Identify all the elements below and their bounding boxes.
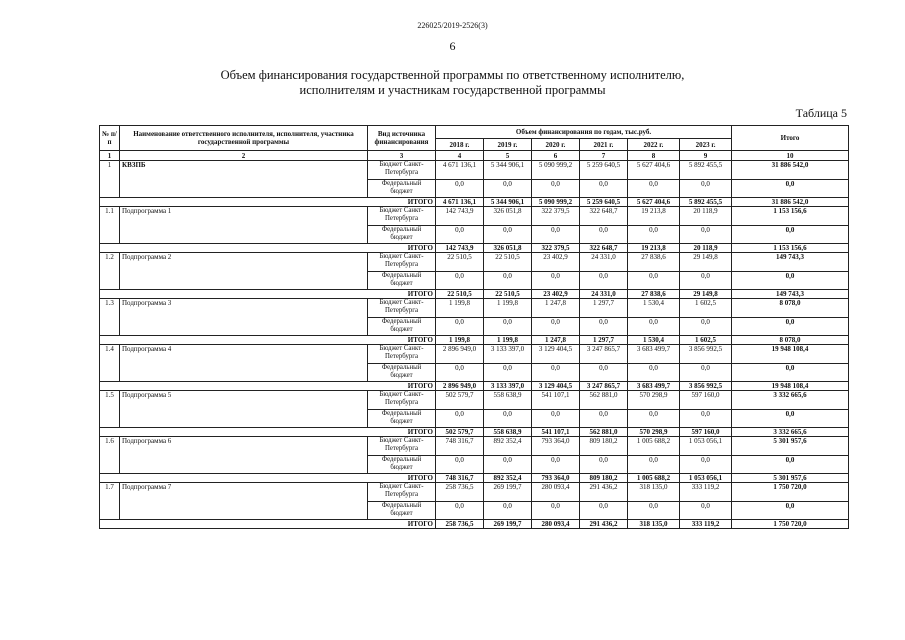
total-value: 570 298,9 [628, 428, 680, 437]
total-value: 5 892 455,5 [680, 198, 732, 207]
column-number: 3 [368, 151, 436, 161]
budget-value: 5 344 906,1 [484, 161, 532, 180]
row-name: Подпрограмма 4 [120, 345, 368, 382]
federal-value: 0,0 [580, 410, 628, 428]
budget-value: 3 332 665,6 [732, 391, 849, 410]
total-value: 333 119,2 [680, 520, 732, 529]
itogo-label: ИТОГО [100, 198, 436, 207]
federal-value: 0,0 [532, 272, 580, 290]
table-row-budget [100, 437, 849, 456]
federal-value: 0,0 [484, 502, 532, 520]
budget-value: 8 078,0 [732, 299, 849, 318]
federal-value: 0,0 [436, 364, 484, 382]
table-row-total [100, 244, 849, 253]
total-value: 23 402,9 [532, 290, 580, 299]
federal-value: 0,0 [628, 410, 680, 428]
budget-value: 5 627 404,6 [628, 161, 680, 180]
table-row-budget [100, 161, 849, 180]
header-name: Наименование ответственного исполнителя, исполнителя, участника государственной программы [120, 126, 368, 151]
budget-value: 4 671 136,1 [436, 161, 484, 180]
federal-value: 0,0 [436, 410, 484, 428]
total-value: 809 180,2 [580, 474, 628, 483]
total-value: 149 743,3 [732, 290, 849, 299]
source-federal-label: Федеральный бюджет [368, 502, 436, 520]
budget-value: 19 948 108,4 [732, 345, 849, 364]
total-value: 269 199,7 [484, 520, 532, 529]
total-value: 22 510,5 [436, 290, 484, 299]
total-value: 3 129 404,5 [532, 382, 580, 391]
federal-value: 0,0 [532, 318, 580, 336]
itogo-label: ИТОГО [100, 336, 436, 345]
federal-value: 0,0 [436, 502, 484, 520]
federal-value: 0,0 [732, 410, 849, 428]
federal-value: 0,0 [628, 318, 680, 336]
budget-value: 322 379,5 [532, 207, 580, 226]
budget-value: 748 316,7 [436, 437, 484, 456]
budget-value: 1 005 688,2 [628, 437, 680, 456]
budget-value: 2 896 949,0 [436, 345, 484, 364]
budget-value: 5 090 999,2 [532, 161, 580, 180]
budget-value: 142 743,9 [436, 207, 484, 226]
source-budget-label: Бюджет Санкт-Петербурга [368, 161, 436, 180]
table-row-budget [100, 253, 849, 272]
total-value: 142 743,9 [436, 244, 484, 253]
itogo-label: ИТОГО [100, 428, 436, 437]
budget-value: 291 436,2 [580, 483, 628, 502]
federal-value: 0,0 [484, 410, 532, 428]
table-row-budget [100, 391, 849, 410]
source-budget-label: Бюджет Санкт-Петербурга [368, 207, 436, 226]
budget-value: 269 199,7 [484, 483, 532, 502]
federal-value: 0,0 [580, 502, 628, 520]
budget-value: 3 247 865,7 [580, 345, 628, 364]
federal-value: 0,0 [532, 410, 580, 428]
total-value: 1 247,8 [532, 336, 580, 345]
total-value: 1 005 688,2 [628, 474, 680, 483]
federal-value: 0,0 [732, 180, 849, 198]
federal-value: 0,0 [436, 318, 484, 336]
source-federal-label: Федеральный бюджет [368, 364, 436, 382]
budget-value: 809 180,2 [580, 437, 628, 456]
header-year: 2018 г. [436, 139, 484, 151]
source-budget-label: Бюджет Санкт-Петербурга [368, 391, 436, 410]
total-value: 3 856 992,5 [680, 382, 732, 391]
source-budget-label: Бюджет Санкт-Петербурга [368, 253, 436, 272]
federal-value: 0,0 [732, 502, 849, 520]
total-value: 892 352,4 [484, 474, 532, 483]
budget-value: 27 838,6 [628, 253, 680, 272]
total-value: 280 093,4 [532, 520, 580, 529]
row-number: 1.7 [100, 483, 120, 520]
budget-value: 3 683 499,7 [628, 345, 680, 364]
total-value: 3 332 665,6 [732, 428, 849, 437]
itogo-label: ИТОГО [100, 244, 436, 253]
row-name: Подпрограмма 1 [120, 207, 368, 244]
budget-value: 326 051,8 [484, 207, 532, 226]
total-value: 5 301 957,6 [732, 474, 849, 483]
budget-value: 1 153 156,6 [732, 207, 849, 226]
total-value: 5 090 999,2 [532, 198, 580, 207]
source-federal-label: Федеральный бюджет [368, 456, 436, 474]
row-number: 1.6 [100, 437, 120, 474]
document-title [0, 68, 905, 98]
row-number: 1.3 [100, 299, 120, 336]
financing-table [99, 125, 849, 529]
total-value: 1 053 056,1 [680, 474, 732, 483]
federal-value: 0,0 [436, 272, 484, 290]
row-name: Подпрограмма 6 [120, 437, 368, 474]
budget-value: 22 510,5 [436, 253, 484, 272]
total-value: 4 671 136,1 [436, 198, 484, 207]
itogo-label: ИТОГО [100, 290, 436, 299]
federal-value: 0,0 [680, 502, 732, 520]
federal-value: 0,0 [484, 318, 532, 336]
row-name: Подпрограмма 2 [120, 253, 368, 290]
row-name: Подпрограмма 7 [120, 483, 368, 520]
title-line-1: Объем финансирования государственной программы по ответственному исполнителю, [220, 68, 685, 82]
federal-value: 0,0 [436, 180, 484, 198]
column-number: 10 [732, 151, 849, 161]
federal-value: 0,0 [436, 226, 484, 244]
column-number: 1 [100, 151, 120, 161]
total-value: 1 297,7 [580, 336, 628, 345]
federal-value: 0,0 [680, 180, 732, 198]
budget-value: 5 301 957,6 [732, 437, 849, 456]
federal-value: 0,0 [680, 410, 732, 428]
table-row-budget [100, 299, 849, 318]
column-number: 2 [120, 151, 368, 161]
federal-value: 0,0 [580, 180, 628, 198]
budget-value: 3 133 397,0 [484, 345, 532, 364]
total-value: 793 364,0 [532, 474, 580, 483]
budget-value: 892 352,4 [484, 437, 532, 456]
header-total: Итого [732, 126, 849, 151]
federal-value: 0,0 [532, 364, 580, 382]
budget-value: 1 750 720,0 [732, 483, 849, 502]
total-value: 29 149,8 [680, 290, 732, 299]
source-budget-label: Бюджет Санкт-Петербурга [368, 299, 436, 318]
total-value: 24 331,0 [580, 290, 628, 299]
header-year: 2023 г. [680, 139, 732, 151]
row-number: 1.5 [100, 391, 120, 428]
budget-value: 318 135,0 [628, 483, 680, 502]
total-value: 1 530,4 [628, 336, 680, 345]
source-federal-label: Федеральный бюджет [368, 226, 436, 244]
itogo-label: ИТОГО [100, 474, 436, 483]
budget-value: 1 247,8 [532, 299, 580, 318]
source-budget-label: Бюджет Санкт-Петербурга [368, 437, 436, 456]
row-name: КВЗПБ [120, 161, 368, 198]
header-year: 2020 г. [532, 139, 580, 151]
source-budget-label: Бюджет Санкт-Петербурга [368, 483, 436, 502]
header-volume: Объем финансирования по годам, тыс.руб. [436, 126, 732, 139]
total-value: 502 579,7 [436, 428, 484, 437]
budget-value: 3 856 992,5 [680, 345, 732, 364]
total-value: 3 247 865,7 [580, 382, 628, 391]
federal-value: 0,0 [532, 226, 580, 244]
table-row-budget [100, 483, 849, 502]
source-budget-label: Бюджет Санкт-Петербурга [368, 345, 436, 364]
total-value: 8 078,0 [732, 336, 849, 345]
federal-value: 0,0 [680, 226, 732, 244]
budget-value: 1 053 056,1 [680, 437, 732, 456]
budget-value: 322 648,7 [580, 207, 628, 226]
total-value: 326 051,8 [484, 244, 532, 253]
total-value: 258 736,5 [436, 520, 484, 529]
federal-value: 0,0 [680, 272, 732, 290]
header-year: 2022 г. [628, 139, 680, 151]
federal-value: 0,0 [628, 272, 680, 290]
total-value: 5 259 640,5 [580, 198, 628, 207]
source-federal-label: Федеральный бюджет [368, 410, 436, 428]
table-row-total [100, 428, 849, 437]
total-value: 1 750 720,0 [732, 520, 849, 529]
federal-value: 0,0 [484, 456, 532, 474]
federal-value: 0,0 [732, 456, 849, 474]
source-federal-label: Федеральный бюджет [368, 272, 436, 290]
budget-value: 502 579,7 [436, 391, 484, 410]
federal-value: 0,0 [732, 226, 849, 244]
budget-value: 29 149,8 [680, 253, 732, 272]
column-number: 5 [484, 151, 532, 161]
table-row-budget [100, 207, 849, 226]
budget-value: 541 107,1 [532, 391, 580, 410]
total-value: 558 638,9 [484, 428, 532, 437]
budget-value: 1 297,7 [580, 299, 628, 318]
header-source: Вид источника финансирования [368, 126, 436, 151]
budget-value: 1 199,8 [484, 299, 532, 318]
document-number: 226025/2019-2526(3) [417, 21, 488, 30]
budget-value: 19 213,8 [628, 207, 680, 226]
total-value: 1 602,5 [680, 336, 732, 345]
federal-value: 0,0 [484, 364, 532, 382]
federal-value: 0,0 [732, 364, 849, 382]
row-number: 1 [100, 161, 120, 198]
federal-value: 0,0 [532, 180, 580, 198]
column-number: 8 [628, 151, 680, 161]
row-number: 1.1 [100, 207, 120, 244]
budget-value: 5 892 455,5 [680, 161, 732, 180]
federal-value: 0,0 [732, 272, 849, 290]
total-value: 5 344 906,1 [484, 198, 532, 207]
column-number: 7 [580, 151, 628, 161]
federal-value: 0,0 [436, 456, 484, 474]
federal-value: 0,0 [628, 226, 680, 244]
header-no: № п/п [100, 126, 120, 151]
table-row-total [100, 336, 849, 345]
title-line-2: исполнителям и участникам государственной программы [299, 83, 606, 97]
total-value: 5 627 404,6 [628, 198, 680, 207]
itogo-label: ИТОГО [100, 520, 436, 529]
budget-value: 597 160,0 [680, 391, 732, 410]
table-row-total [100, 520, 849, 529]
total-value: 541 107,1 [532, 428, 580, 437]
row-number: 1.4 [100, 345, 120, 382]
federal-value: 0,0 [680, 318, 732, 336]
federal-value: 0,0 [628, 180, 680, 198]
total-value: 19 213,8 [628, 244, 680, 253]
federal-value: 0,0 [580, 272, 628, 290]
table-row-total [100, 198, 849, 207]
source-federal-label: Федеральный бюджет [368, 318, 436, 336]
total-value: 291 436,2 [580, 520, 628, 529]
federal-value: 0,0 [580, 318, 628, 336]
federal-value: 0,0 [532, 502, 580, 520]
budget-value: 333 119,2 [680, 483, 732, 502]
table-row-total [100, 474, 849, 483]
budget-value: 3 129 404,5 [532, 345, 580, 364]
total-value: 1 153 156,6 [732, 244, 849, 253]
budget-value: 31 886 542,0 [732, 161, 849, 180]
federal-value: 0,0 [484, 272, 532, 290]
total-value: 748 316,7 [436, 474, 484, 483]
table-label: Таблица 5 [795, 106, 847, 120]
federal-value: 0,0 [680, 456, 732, 474]
total-value: 597 160,0 [680, 428, 732, 437]
total-value: 1 199,8 [484, 336, 532, 345]
budget-value: 558 638,9 [484, 391, 532, 410]
table-row-budget [100, 345, 849, 364]
total-value: 3 133 397,0 [484, 382, 532, 391]
row-name: Подпрограмма 3 [120, 299, 368, 336]
total-value: 322 648,7 [580, 244, 628, 253]
row-number: 1.2 [100, 253, 120, 290]
federal-value: 0,0 [580, 364, 628, 382]
budget-value: 280 093,4 [532, 483, 580, 502]
budget-value: 1 530,4 [628, 299, 680, 318]
budget-value: 23 402,9 [532, 253, 580, 272]
federal-value: 0,0 [628, 502, 680, 520]
budget-value: 1 602,5 [680, 299, 732, 318]
column-number: 6 [532, 151, 580, 161]
table-row-total [100, 382, 849, 391]
budget-value: 258 736,5 [436, 483, 484, 502]
federal-value: 0,0 [580, 226, 628, 244]
budget-value: 570 298,9 [628, 391, 680, 410]
total-value: 19 948 108,4 [732, 382, 849, 391]
budget-value: 562 881,0 [580, 391, 628, 410]
table-row-total [100, 290, 849, 299]
total-value: 2 896 949,0 [436, 382, 484, 391]
budget-value: 22 510,5 [484, 253, 532, 272]
budget-value: 793 364,0 [532, 437, 580, 456]
budget-value: 149 743,3 [732, 253, 849, 272]
total-value: 27 838,6 [628, 290, 680, 299]
page-number: 6 [449, 39, 456, 53]
total-value: 31 886 542,0 [732, 198, 849, 207]
budget-value: 5 259 640,5 [580, 161, 628, 180]
federal-value: 0,0 [628, 456, 680, 474]
total-value: 322 379,5 [532, 244, 580, 253]
itogo-label: ИТОГО [100, 382, 436, 391]
total-value: 3 683 499,7 [628, 382, 680, 391]
federal-value: 0,0 [484, 226, 532, 244]
row-name: Подпрограмма 5 [120, 391, 368, 428]
federal-value: 0,0 [484, 180, 532, 198]
federal-value: 0,0 [628, 364, 680, 382]
federal-value: 0,0 [580, 456, 628, 474]
total-value: 562 881,0 [580, 428, 628, 437]
total-value: 22 510,5 [484, 290, 532, 299]
column-number: 4 [436, 151, 484, 161]
budget-value: 24 331,0 [580, 253, 628, 272]
total-value: 318 135,0 [628, 520, 680, 529]
header-year: 2019 г. [484, 139, 532, 151]
budget-value: 20 118,9 [680, 207, 732, 226]
total-value: 20 118,9 [680, 244, 732, 253]
total-value: 1 199,8 [436, 336, 484, 345]
federal-value: 0,0 [532, 456, 580, 474]
federal-value: 0,0 [680, 364, 732, 382]
budget-value: 1 199,8 [436, 299, 484, 318]
column-number: 9 [680, 151, 732, 161]
header-year: 2021 г. [580, 139, 628, 151]
source-federal-label: Федеральный бюджет [368, 180, 436, 198]
federal-value: 0,0 [732, 318, 849, 336]
